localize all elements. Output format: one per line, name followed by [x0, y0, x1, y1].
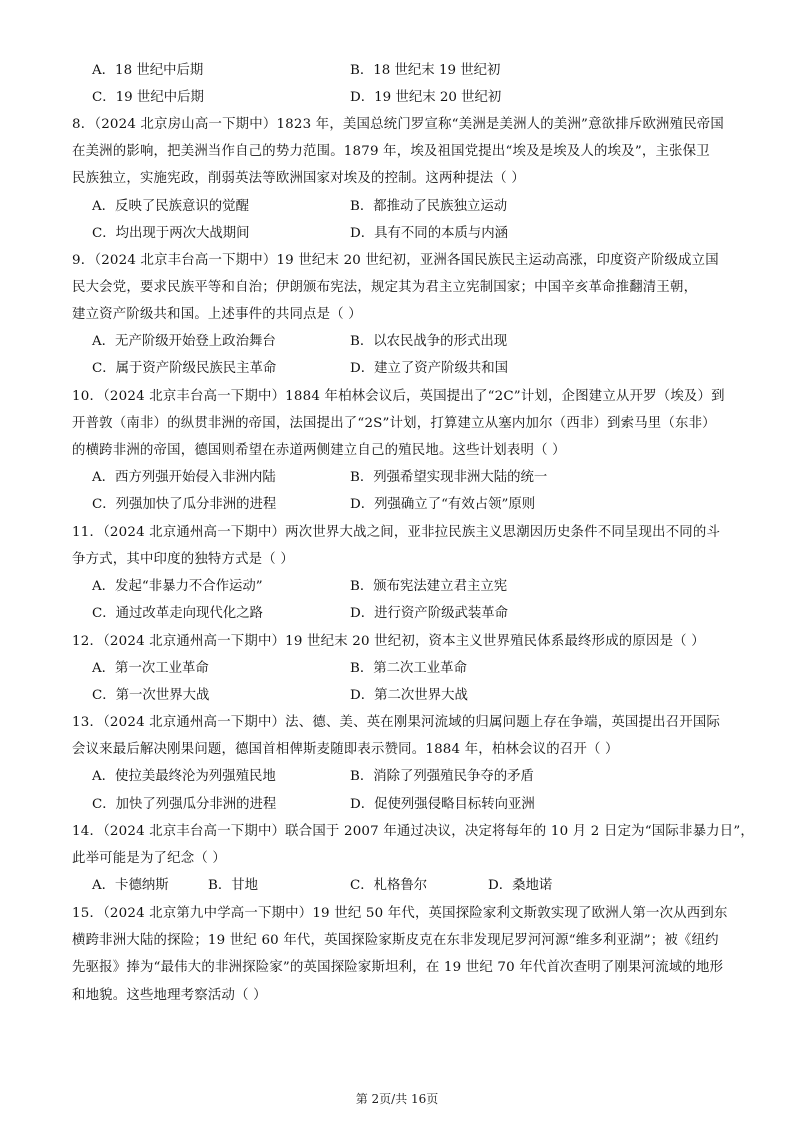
q10-option-a: A．西方列强开始侵入非洲内陆 — [92, 470, 276, 485]
q11-option-a: A．发起“非暴力不合作运动” — [92, 579, 263, 594]
q9-option-c: C．属于资产阶级民族民主革命 — [92, 361, 277, 376]
q12-option-a: A．第一次工业革命 — [92, 661, 209, 676]
q13-stem-line-1: 13．（2024 北京通州高一下期中）法、德、美、英在刚果河流域的归属问题上存在争端，英国提出召开国际 — [72, 715, 721, 730]
q9-option-a: A．无产阶级开始登上政治舞台 — [92, 334, 276, 349]
q11-option-b: B．颁布宪法建立君主立宪 — [350, 579, 508, 594]
q11-stem-line-1: 11．（2024 北京通州高一下期中）两次世界大战之间，亚非拉民族主义思潮因历史条件不同呈现出不同的斗 — [72, 525, 721, 540]
q15-stem-line-3: 先驱报》捧为“最伟大的非洲探险家”的英国探险家斯坦利，在 19 世纪 70 年代首次查明了刚果河流域的地形 — [72, 960, 724, 975]
q10-option-b: B．列强希望实现非洲大陆的统一 — [350, 470, 548, 485]
q9-stem-line-2: 民大会党，要求民族平等和自治；伊朗颁布宪法，规定其为君主立宪制国家；中国辛亥革命推翻清王朝， — [72, 280, 698, 295]
q10-stem-line-2: 开普敦（南非）的纵贯非洲的帝国，法国提出了“2S”计划，打算建立从塞内加尔（西非）到索马里（东非） — [72, 416, 716, 431]
q9-stem-line-3: 建立资产阶级共和国。上述事件的共同点是（ ） — [72, 307, 362, 322]
q10-stem-line-3: 的横跨非洲的帝国，德国则希望在赤道两侧建立自己的殖民地。这些计划表明（ ） — [72, 443, 566, 458]
q9-stem-line-1: 9．（2024 北京丰台高一下期中）19 世纪末 20 世纪初，亚洲各国民族民主运动高涨，印度资产阶级成立国 — [72, 253, 719, 268]
q13-stem-line-2: 会议来最后解决刚果问题，德国首相俾斯麦随即表示赞同。1884 年，柏林会议的召开（ ） — [72, 742, 619, 757]
q15-stem-line-2: 横跨非洲大陆的探险；19 世纪 60 年代，英国探险家斯皮克在东非发现尼罗河河源“维多利亚湖”；被《纽约 — [72, 933, 719, 948]
q10-option-c: C．列强加快了瓜分非洲的进程 — [92, 497, 277, 512]
q11-option-c: C．通过改革走向现代化之路 — [92, 606, 263, 621]
q11-stem-line-2: 争方式，其中印度的独特方式是（ ） — [72, 552, 294, 567]
q9-option-b: B．以农民战争的形式出现 — [350, 334, 508, 349]
q7-option-a: A．18 世纪中后期 — [92, 63, 204, 78]
q8-stem-line-3: 民族独立，实施宪政，削弱英法等欧洲国家对埃及的控制。这两种提法（ ） — [72, 171, 525, 186]
q14-stem-line-2: 此举可能是为了纪念（ ） — [72, 851, 226, 866]
q8-stem-line-2: 在美洲的影响，把美洲当作自己的势力范围。1879 年，埃及祖国党提出“埃及是埃及人的埃及”，主张保卫 — [72, 144, 710, 159]
q8-stem-line-1: 8．（2024 北京房山高一下期中）1823 年，美国总统门罗宣称“美洲是美洲人的美洲”意欲排斥欧洲殖民帝国 — [72, 117, 724, 132]
page-number-footer: 第 2页/共 16页 — [355, 1092, 439, 1106]
q12-stem-line-1: 12．（2024 北京通州高一下期中）19 世纪末 20 世纪初，资本主义世界殖民体系最终形成的原因是（ ） — [72, 634, 705, 649]
q10-stem-line-1: 10．（2024 北京丰台高一下期中）1884 年柏林会议后，英国提出了“2C”计划，企图建立从开罗（埃及）到 — [72, 389, 725, 404]
q13-option-d: D．促使列强侵略目标转向亚洲 — [350, 797, 535, 812]
q12-option-b: B．第二次工业革命 — [350, 661, 467, 676]
q14-option-a: A．卡德纳斯 — [92, 878, 169, 893]
q8-option-d: D．具有不同的本质与内涵 — [350, 226, 509, 241]
q12-option-c: C．第一次世界大战 — [92, 688, 210, 703]
q8-option-b: B．都推动了民族独立运动 — [350, 199, 508, 214]
q7-option-c: C．19 世纪中后期 — [92, 90, 204, 105]
q14-stem-line-1: 14．（2024 北京丰台高一下期中）联合国于 2007 年通过决议，决定将每年的 10 月 2 日定为“国际非暴力日”， — [72, 824, 754, 839]
q13-option-c: C．加快了列强瓜分非洲的进程 — [92, 797, 277, 812]
q7-option-b: B．18 世纪末 19 世纪初 — [350, 63, 501, 78]
q15-stem-line-1: 15．（2024 北京第九中学高一下期中）19 世纪 50 年代，英国探险家利文斯敦实现了欧洲人第一次从西到东 — [72, 906, 728, 921]
q14-option-b: B．甘地 — [208, 878, 259, 893]
q13-option-b: B．消除了列强殖民争夺的矛盾 — [350, 769, 534, 784]
q14-option-d: D．桑地诺 — [488, 878, 553, 893]
q8-option-c: C．均出现于两次大战期间 — [92, 226, 250, 241]
q8-option-a: A．反映了民族意识的觉醒 — [92, 199, 249, 214]
q12-option-d: D．第二次世界大战 — [350, 688, 468, 703]
q7-option-d: D．19 世纪末 20 世纪初 — [350, 90, 502, 105]
q13-option-a: A．使拉美最终沦为列强殖民地 — [92, 769, 276, 784]
q11-option-d: D．进行资产阶级武装革命 — [350, 606, 509, 621]
q15-stem-line-4: 和地貌。这些地理考察活动（ ） — [72, 988, 267, 1003]
q9-option-d: D．建立了资产阶级共和国 — [350, 361, 509, 376]
q14-option-c: C．札格鲁尔 — [350, 878, 428, 893]
q10-option-d: D．列强确立了“有效占领”原则 — [350, 497, 536, 512]
